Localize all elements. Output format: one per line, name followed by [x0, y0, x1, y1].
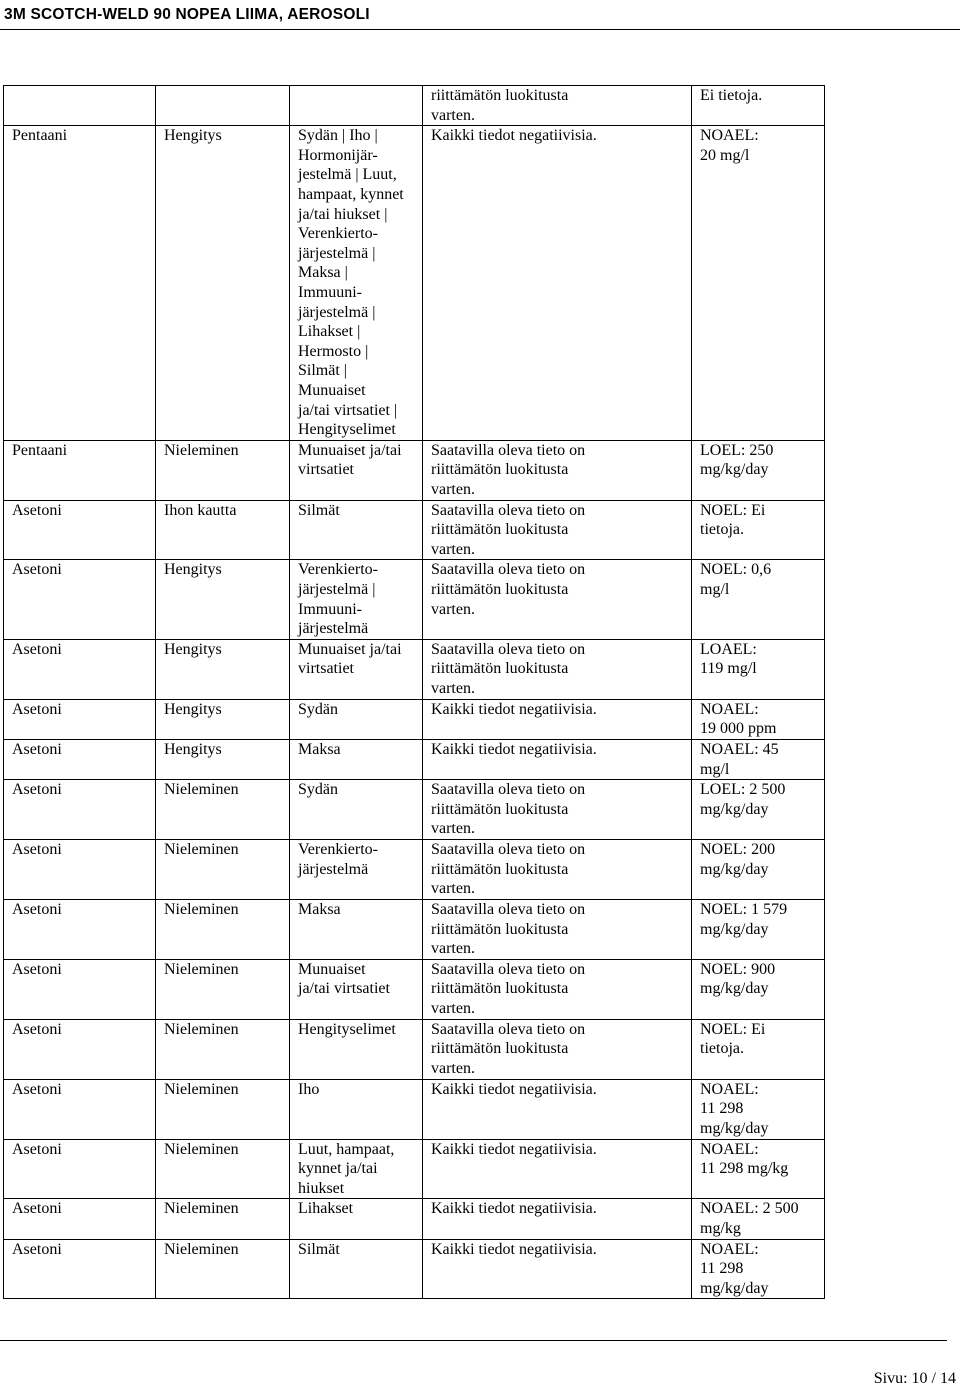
table-row: [4, 440, 959, 500]
substance-cell: [4, 126, 156, 441]
route-text: Nieleminen: [164, 841, 239, 858]
route-text: Ihon kautta: [164, 501, 237, 519]
substance-text: Asetoni: [12, 960, 62, 978]
result-text: Kaikki tiedot negatiivisia.: [431, 127, 597, 145]
empty-cell: [825, 740, 959, 780]
result-text: Kaikki tiedot negatiivisia.: [431, 1080, 597, 1098]
result-cell: [423, 1199, 692, 1239]
organ-text: Lihakset: [298, 1200, 354, 1218]
route-cell: [156, 126, 290, 441]
route-cell: [156, 639, 290, 699]
route-cell: [156, 500, 290, 560]
route-text: Hengitys: [164, 127, 222, 145]
value-cell: [692, 1199, 825, 1239]
route-text: Nieleminen: [164, 1020, 239, 1038]
organ-text: Munuaiset ja/tai virtsatiet: [298, 441, 402, 479]
route-text: Nieleminen: [164, 901, 239, 918]
substance-cell: [4, 780, 156, 840]
route-cell: [156, 1019, 290, 1079]
empty-cell: [825, 639, 959, 699]
substance-text: Asetoni: [12, 741, 62, 759]
value-cell: [692, 699, 825, 739]
route-text: Nieleminen: [164, 960, 239, 978]
substance-text: Asetoni: [12, 640, 62, 658]
route-cell: [156, 1139, 290, 1199]
substance-text: Asetoni: [12, 901, 62, 918]
value-cell: [692, 86, 825, 126]
empty-cell: [825, 1239, 959, 1299]
table-row: [4, 86, 959, 126]
organ-text: Munuaiset ja/tai virtsatiet: [298, 960, 390, 998]
route-cell: [156, 780, 290, 840]
organ-text: Silmät: [298, 1240, 340, 1258]
result-text: Kaikki tiedot negatiivisia.: [431, 1240, 597, 1258]
route-cell: [156, 1199, 290, 1239]
organ-cell: [290, 1019, 423, 1079]
result-text: Kaikki tiedot negatiivisia.: [431, 1200, 597, 1218]
value-text: LOEL: 250 mg/kg/day: [700, 441, 774, 479]
value-cell: [692, 780, 825, 840]
organ-text: Verenkierto- järjestelmä: [298, 841, 378, 878]
table-row: [4, 1019, 959, 1079]
empty-cell: [825, 500, 959, 560]
result-cell: [423, 780, 692, 840]
empty-cell: [825, 780, 959, 840]
route-cell: [156, 560, 290, 639]
empty-cell: [825, 126, 959, 441]
page-header: [0, 0, 960, 30]
organ-cell: [290, 1079, 423, 1139]
organ-cell: [290, 780, 423, 840]
substance-cell: [4, 500, 156, 560]
empty-cell: [825, 560, 959, 639]
result-cell: [423, 740, 692, 780]
value-text: LOAEL: 119 mg/l: [700, 640, 757, 678]
table-row: [4, 780, 959, 840]
substance-cell: [4, 900, 156, 960]
result-cell: [423, 1239, 692, 1299]
table-row: [4, 900, 959, 960]
result-text: Saatavilla oleva tieto on riittämätön luokitusta varten.: [431, 1020, 586, 1077]
route-text: Hengitys: [164, 741, 222, 759]
result-cell: [423, 699, 692, 739]
substance-cell: [4, 86, 156, 126]
route-cell: [156, 900, 290, 960]
value-cell: [692, 740, 825, 780]
organ-cell: [290, 840, 423, 900]
table-row: [4, 560, 959, 639]
substance-cell: [4, 560, 156, 639]
table-row: [4, 639, 959, 699]
organ-cell: [290, 959, 423, 1019]
organ-cell: [290, 639, 423, 699]
value-cell: [692, 440, 825, 500]
value-cell: [692, 840, 825, 900]
table-row: [4, 699, 959, 739]
value-text: NOAEL: 45 mg/l: [700, 741, 779, 778]
empty-cell: [825, 900, 959, 960]
substance-cell: [4, 639, 156, 699]
result-cell: [423, 639, 692, 699]
value-cell: [692, 560, 825, 639]
result-cell: [423, 1019, 692, 1079]
value-text: NOAEL: 11 298 mg/kg/day: [700, 1240, 769, 1297]
empty-cell: [825, 959, 959, 1019]
table-row: [4, 740, 959, 780]
table-row: [4, 1139, 959, 1199]
substance-cell: [4, 840, 156, 900]
value-cell: [692, 959, 825, 1019]
route-text: Nieleminen: [164, 1140, 239, 1158]
result-text: Saatavilla oleva tieto on riittämätön luokitusta varten.: [431, 561, 586, 618]
value-text: NOEL: 900 mg/kg/day: [700, 960, 776, 998]
value-text: NOAEL: 2 500 mg/kg: [700, 1200, 799, 1237]
empty-cell: [825, 440, 959, 500]
organ-text: Silmät: [298, 501, 340, 519]
route-cell: [156, 1239, 290, 1299]
route-text: Hengitys: [164, 561, 222, 579]
value-text: NOAEL: 19 000 ppm: [700, 700, 777, 738]
route-text: Nieleminen: [164, 1080, 239, 1098]
result-text: Kaikki tiedot negatiivisia.: [431, 1140, 597, 1158]
route-cell: [156, 959, 290, 1019]
route-text: Nieleminen: [164, 441, 239, 459]
organ-cell: [290, 126, 423, 441]
substance-cell: [4, 1239, 156, 1299]
organ-text: Maksa: [298, 901, 341, 918]
organ-text: Hengityselimet: [298, 1020, 396, 1038]
substance-text: Asetoni: [12, 841, 62, 858]
route-text: Hengitys: [164, 700, 222, 718]
result-cell: [423, 500, 692, 560]
route-text: Hengitys: [164, 640, 222, 658]
table-row: [4, 959, 959, 1019]
result-text: Saatavilla oleva tieto on riittämätön luokitusta varten.: [431, 841, 586, 898]
route-cell: [156, 699, 290, 739]
route-cell: [156, 1079, 290, 1139]
table-row: [4, 126, 959, 441]
organ-text: Verenkierto- järjestelmä | Immuuni- järjestelmä: [298, 561, 378, 638]
organ-text: Luut, hampaat, kynnet ja/tai hiukset: [298, 1140, 395, 1197]
substance-text: Asetoni: [12, 1080, 62, 1098]
value-cell: [692, 1139, 825, 1199]
value-cell: [692, 1079, 825, 1139]
result-cell: [423, 560, 692, 639]
organ-text: Sydän: [298, 781, 338, 799]
organ-cell: [290, 500, 423, 560]
value-text: NOEL: 0,6 mg/l: [700, 561, 772, 599]
empty-cell: [825, 699, 959, 739]
footer-divider: [0, 1340, 947, 1341]
value-text: NOEL: Ei tietoja.: [700, 1020, 766, 1058]
table-row: [4, 1079, 959, 1139]
table-row: [4, 1239, 959, 1299]
table-row: [4, 840, 959, 900]
substance-text: Asetoni: [12, 1200, 62, 1218]
result-text: riittämätön luokitusta varten.: [431, 87, 569, 124]
toxicity-table: [3, 85, 959, 1299]
organ-text: Iho: [298, 1080, 320, 1098]
substance-text: Asetoni: [12, 1020, 62, 1038]
result-text: Saatavilla oleva tieto on riittämätön luokitusta varten.: [431, 501, 586, 558]
substance-text: Asetoni: [12, 561, 62, 579]
page-number: Sivu: 10 / 14: [873, 1370, 956, 1387]
organ-cell: [290, 1139, 423, 1199]
result-cell: [423, 840, 692, 900]
substance-cell: [4, 699, 156, 739]
substance-cell: [4, 740, 156, 780]
substance-text: Pentaani: [12, 441, 68, 459]
result-text: Saatavilla oleva tieto on riittämätön luokitusta varten.: [431, 441, 586, 498]
result-cell: [423, 959, 692, 1019]
route-text: Nieleminen: [164, 1240, 239, 1258]
substance-cell: [4, 1079, 156, 1139]
table-body: [4, 86, 959, 1299]
substance-cell: [4, 1139, 156, 1199]
value-cell: [692, 639, 825, 699]
document-title: 3M SCOTCH-WELD 90 NOPEA LIIMA, AEROSOLI: [4, 6, 370, 23]
organ-cell: [290, 86, 423, 126]
result-cell: [423, 440, 692, 500]
empty-cell: [825, 840, 959, 900]
result-text: Kaikki tiedot negatiivisia.: [431, 741, 597, 759]
route-cell: [156, 740, 290, 780]
value-cell: [692, 500, 825, 560]
value-text: NOEL: Ei tietoja.: [700, 501, 766, 539]
result-cell: [423, 1079, 692, 1139]
substance-cell: [4, 440, 156, 500]
result-text: Saatavilla oleva tieto on riittämätön luokitusta varten.: [431, 960, 586, 1017]
route-cell: [156, 840, 290, 900]
organ-cell: [290, 699, 423, 739]
organ-cell: [290, 1199, 423, 1239]
value-cell: [692, 126, 825, 441]
empty-cell: [825, 1079, 959, 1139]
substance-cell: [4, 1199, 156, 1239]
organ-text: Sydän: [298, 700, 338, 718]
substance-cell: [4, 1019, 156, 1079]
result-text: Saatavilla oleva tieto on riittämätön luokitusta varten.: [431, 901, 586, 958]
organ-cell: [290, 900, 423, 960]
substance-text: Asetoni: [12, 700, 62, 718]
organ-cell: [290, 440, 423, 500]
substance-text: Pentaani: [12, 127, 68, 145]
substance-text: Asetoni: [12, 1240, 62, 1258]
organ-cell: [290, 1239, 423, 1299]
organ-text: Sydän | Iho | Hormonijär- jestelmä | Luut, hampaat, kynnet ja/tai hiukset | Verenkierto- järjestelmä | Maksa | Immuuni- järjestelmä | Lihakset | Hermosto | Silmät | Munuaiset ja/tai virtsatiet | Hengityselimet: [298, 127, 404, 439]
table-row: [4, 1199, 959, 1239]
empty-cell: [825, 1019, 959, 1079]
result-cell: [423, 126, 692, 441]
value-cell: [692, 1239, 825, 1299]
route-text: Nieleminen: [164, 1200, 239, 1218]
route-text: Nieleminen: [164, 781, 239, 799]
value-text: NOAEL: 11 298 mg/kg/day: [700, 1080, 769, 1137]
result-cell: [423, 86, 692, 126]
organ-text: Maksa: [298, 741, 341, 759]
substance-cell: [4, 959, 156, 1019]
substance-text: Asetoni: [12, 781, 62, 799]
empty-cell: [825, 1199, 959, 1239]
substance-text: Asetoni: [12, 501, 62, 519]
value-text: NOAEL: 20 mg/l: [700, 127, 759, 164]
result-text: Saatavilla oleva tieto on riittämätön luokitusta varten.: [431, 640, 586, 698]
substance-text: Asetoni: [12, 1140, 62, 1158]
organ-text: Munuaiset ja/tai virtsatiet: [298, 640, 402, 678]
empty-cell: [825, 86, 959, 126]
value-cell: [692, 900, 825, 960]
value-text: Ei tietoja.: [700, 87, 763, 104]
value-text: NOEL: 200 mg/kg/day: [700, 841, 776, 878]
empty-cell: [825, 1139, 959, 1199]
value-text: NOAEL: 11 298 mg/kg: [700, 1140, 789, 1178]
result-cell: [423, 1139, 692, 1199]
route-cell: [156, 86, 290, 126]
organ-cell: [290, 740, 423, 780]
result-cell: [423, 900, 692, 960]
table-row: [4, 500, 959, 560]
result-text: Kaikki tiedot negatiivisia.: [431, 700, 597, 718]
value-text: NOEL: 1 579 mg/kg/day: [700, 901, 788, 938]
value-cell: [692, 1019, 825, 1079]
route-cell: [156, 440, 290, 500]
value-text: LOEL: 2 500 mg/kg/day: [700, 781, 786, 818]
organ-cell: [290, 560, 423, 639]
result-text: Saatavilla oleva tieto on riittämätön luokitusta varten.: [431, 781, 586, 838]
